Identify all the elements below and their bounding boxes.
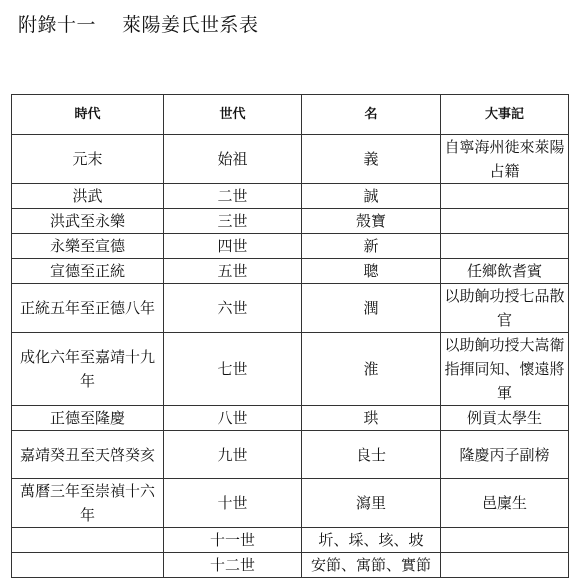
table-row — [12, 553, 569, 578]
table-row — [12, 528, 569, 553]
cell-name: 安節、寓節、實節 — [302, 553, 441, 578]
cell-name: 潤 — [302, 284, 441, 333]
cell-generation: 二世 — [164, 184, 302, 209]
table-row — [12, 406, 569, 431]
cell-events: 邑廩生 — [441, 479, 569, 528]
cell-era: 元末 — [12, 135, 164, 184]
cell-events — [441, 528, 569, 553]
header-events: 大事記 — [441, 95, 569, 135]
cell-generation: 六世 — [164, 284, 302, 333]
cell-events — [441, 234, 569, 259]
table-row — [12, 333, 569, 406]
table-row — [12, 259, 569, 284]
cell-era: 正統五年至正德八年 — [12, 284, 164, 333]
header-era: 時代 — [12, 95, 164, 135]
genealogy-table — [11, 94, 569, 578]
cell-era: 萬曆三年至崇禎十六年 — [12, 479, 164, 528]
cell-name: 良士 — [302, 431, 441, 479]
table-row — [12, 234, 569, 259]
cell-events: 以助餉功授大嵩衛指揮同知、懷遠將軍 — [441, 333, 569, 406]
cell-generation: 十二世 — [164, 553, 302, 578]
cell-name: 新 — [302, 234, 441, 259]
table-row — [12, 209, 569, 234]
cell-events — [441, 184, 569, 209]
cell-events: 以助餉功授七品散官 — [441, 284, 569, 333]
header-row — [12, 95, 569, 135]
cell-name: 珙 — [302, 406, 441, 431]
cell-generation: 四世 — [164, 234, 302, 259]
table-row — [12, 184, 569, 209]
cell-events: 自寧海州徙來萊陽占籍 — [441, 135, 569, 184]
page-title — [18, 10, 259, 37]
cell-name: 聰 — [302, 259, 441, 284]
cell-era: 洪武至永樂 — [12, 209, 164, 234]
cell-generation: 九世 — [164, 431, 302, 479]
header-generation: 世代 — [164, 95, 302, 135]
cell-era — [12, 528, 164, 553]
cell-era — [12, 553, 164, 578]
cell-name: 誠 — [302, 184, 441, 209]
table-row — [12, 135, 569, 184]
cell-events — [441, 209, 569, 234]
cell-events: 任鄉飲耆賓 — [441, 259, 569, 284]
cell-name: 淮 — [302, 333, 441, 406]
cell-era: 嘉靖癸丑至天啓癸亥 — [12, 431, 164, 479]
cell-name: 殼寶 — [302, 209, 441, 234]
cell-era: 成化六年至嘉靖十九年 — [12, 333, 164, 406]
cell-generation: 七世 — [164, 333, 302, 406]
cell-events: 例貢太學生 — [441, 406, 569, 431]
cell-generation: 十世 — [164, 479, 302, 528]
cell-generation: 五世 — [164, 259, 302, 284]
table-row — [12, 479, 569, 528]
cell-generation: 始祖 — [164, 135, 302, 184]
cell-events: 隆慶丙子副榜 — [441, 431, 569, 479]
cell-generation: 十一世 — [164, 528, 302, 553]
table-title: 萊陽姜氏世系表 — [122, 14, 259, 36]
cell-era: 宣德至正統 — [12, 259, 164, 284]
cell-events — [441, 553, 569, 578]
cell-name: 義 — [302, 135, 441, 184]
cell-generation: 三世 — [164, 209, 302, 234]
header-name: 名 — [302, 95, 441, 135]
table-row — [12, 284, 569, 333]
cell-era: 正德至隆慶 — [12, 406, 164, 431]
cell-name: 瀉里 — [302, 479, 441, 528]
cell-name: 圻、埰、垓、坡 — [302, 528, 441, 553]
table-row — [12, 431, 569, 479]
cell-generation: 八世 — [164, 406, 302, 431]
cell-era: 永樂至宣德 — [12, 234, 164, 259]
cell-era: 洪武 — [12, 184, 164, 209]
appendix-label: 附錄十一 — [18, 14, 97, 36]
